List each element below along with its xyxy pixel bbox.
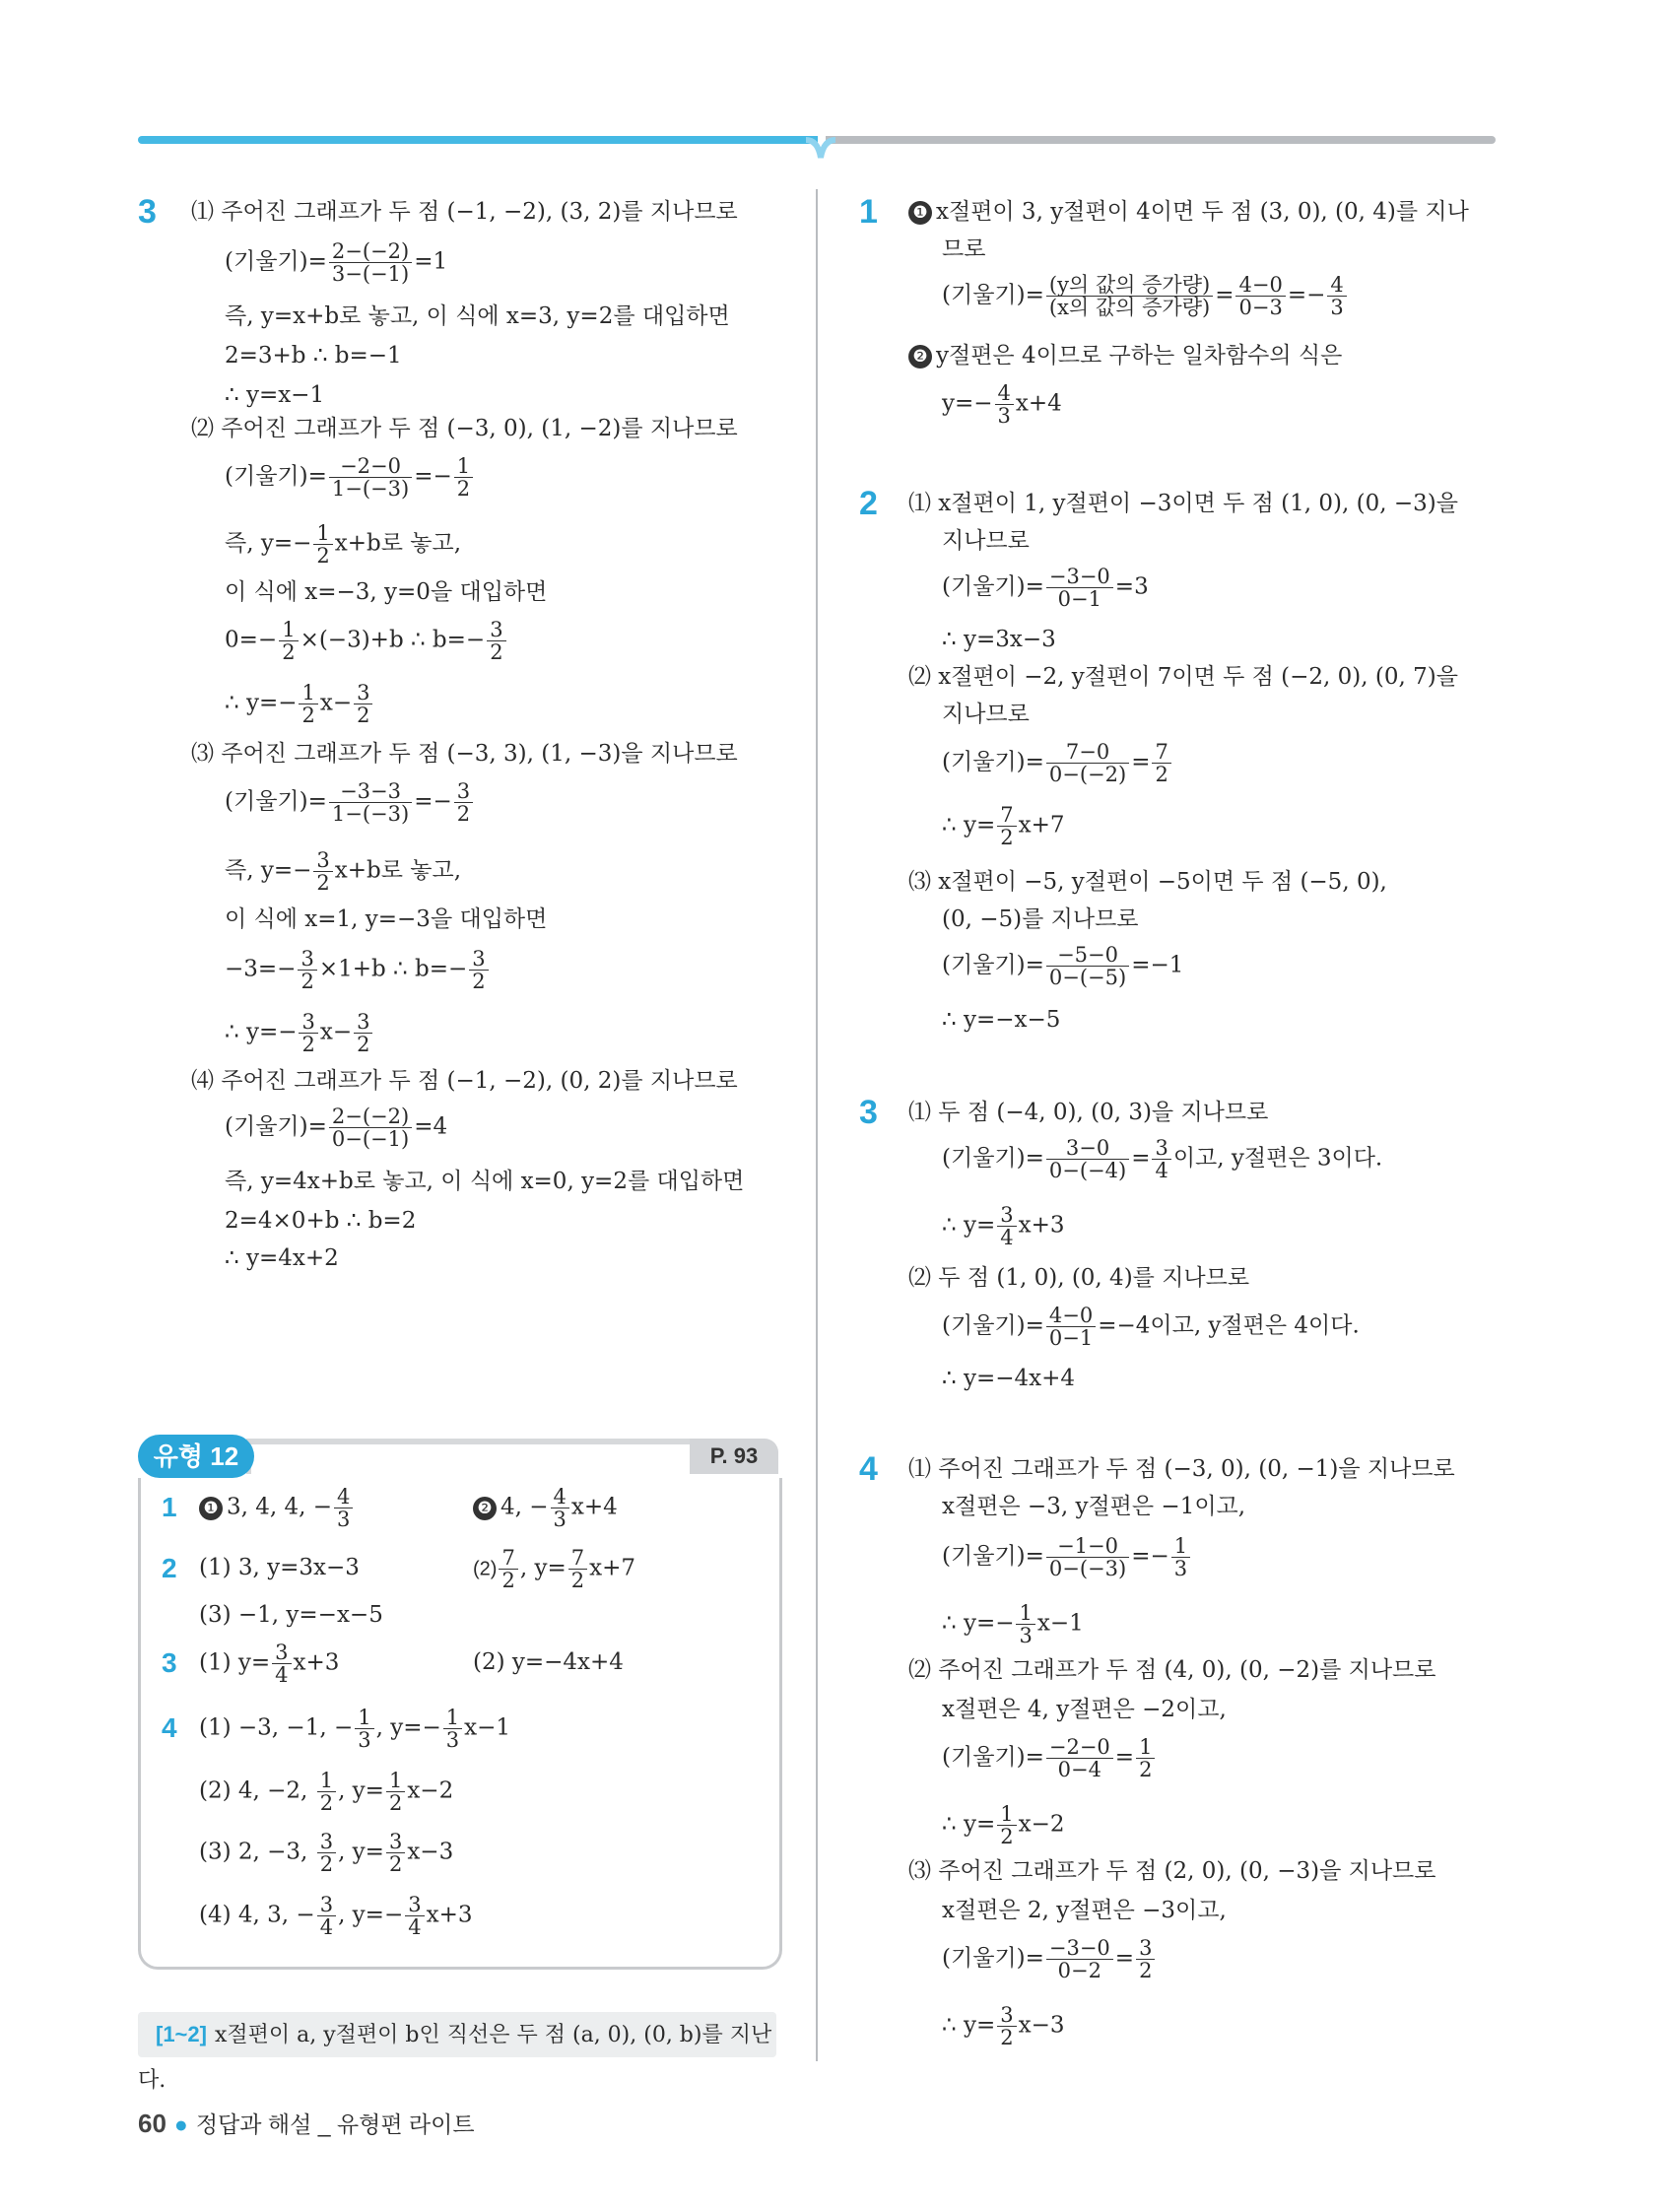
text-line: ⑵ 주어진 그래프가 두 점 (4, 0), (0, −2)를 지나므로 xyxy=(908,1657,1436,1683)
footer-title: 정답과 해설 _ 유형편 라이트 xyxy=(195,2111,475,2137)
page-footer xyxy=(138,2107,475,2139)
problem-number: 3 xyxy=(859,1094,878,1131)
formula-line: ∴ y= $\frac{3}{4}$ x+3 xyxy=(942,1203,1065,1249)
answer-line: (3) 2, −3, $\frac{3}{2}$ , y= $\frac{3}{2}$ x−3 xyxy=(199,1830,454,1876)
answer-line: (2) y=−4x+4 xyxy=(473,1649,624,1675)
text-line: ❶ x절편이 3, y절편이 4이면 두 점 (3, 0), (0, 4)를 지나 xyxy=(908,197,1469,227)
answer-number: 3 xyxy=(162,1647,177,1678)
formula-line: (기울기)= $\frac{\text{(y의 값의 증가량)}}{\text{(x의 값의 증가량)}}$ = $\frac{4-0}{0-3}$ =− $\frac{4}{3}$ xyxy=(942,274,1349,318)
header-notch xyxy=(806,136,835,166)
answer-line: (1) y= $\frac{3}{4}$ x+3 xyxy=(199,1641,340,1687)
formula-line: ∴ y=− $\frac{1}{2}$ x− $\frac{3}{2}$ xyxy=(225,682,374,726)
text-line: 2=3+b ∴ b=−1 xyxy=(225,343,402,369)
text-line: 이 식에 x=−3, y=0을 대입하면 xyxy=(225,579,548,605)
hint-text: x절편이 a, y절편이 b인 직선은 두 점 (a, 0), (0, b)를 지난다. xyxy=(138,2023,772,2093)
text-line: x절편은 2, y절편은 −3이고, xyxy=(942,1898,1227,1923)
problem-number: 4 xyxy=(859,1450,878,1488)
formula-line: (기울기)= $\frac{4-0}{0-1}$ =−4이고, y절편은 4이다. xyxy=(942,1304,1360,1350)
text-line: ⑶ x절편이 −5, y절편이 −5이면 두 점 (−5, 0), xyxy=(908,869,1387,895)
text-line: ∴ y=4x+2 xyxy=(225,1245,339,1271)
formula-line: (기울기)= $\frac{-5-0}{0-(-5)}$ =−1 xyxy=(942,943,1184,989)
text-line: 2=4×0+b ∴ b=2 xyxy=(225,1208,417,1234)
text-line: x절편은 −3, y절편은 −1이고, xyxy=(942,1494,1246,1519)
text-line: ∴ y=−x−5 xyxy=(942,1007,1061,1033)
answer-line: ❶ 3, 4, 4, − $\frac{4}{3}$ xyxy=(199,1486,355,1530)
answer-line: (1) 3, y=3x−3 xyxy=(199,1555,360,1580)
text-line: ❷ y절편은 4이므로 구하는 일차함수의 식은 xyxy=(908,341,1342,370)
text-line: 이 식에 x=1, y=−3을 대입하면 xyxy=(225,906,548,932)
text-line: ⑴ 두 점 (−4, 0), (0, 3)을 지나므로 xyxy=(908,1100,1269,1125)
text-line: (0, −5)를 지나므로 xyxy=(942,906,1139,932)
answer-line: (4) 4, 3, − $\frac{3}{4}$ , y=− $\frac{3}{4}$ x+3 xyxy=(199,1893,473,1939)
formula-line: ∴ y= $\frac{7}{2}$ x+7 xyxy=(942,803,1065,849)
formula-line: 즉, y=− $\frac{3}{2}$ x+b로 놓고, xyxy=(225,848,462,895)
text-line: ⑴ x절편이 1, y절편이 −3이면 두 점 (1, 0), (0, −3)을 xyxy=(908,491,1458,516)
formula-line: (기울기)= $\frac{2-(-2)}{3-(-1)}$ =1 xyxy=(225,239,448,286)
text-line: ∴ y=x−1 xyxy=(225,382,325,408)
answer-number: 1 xyxy=(162,1492,177,1522)
fraction: $\frac{2-(-2)}{3-(-1)}$ xyxy=(329,240,412,285)
formula-line: (기울기)= $\frac{-1-0}{0-(-3)}$ =− $\frac{1}{3}$ xyxy=(942,1535,1192,1579)
formula-line: (기울기)= $\frac{-3-3}{1-(-3)}$ =− $\frac{3}{2}$ xyxy=(225,780,475,825)
answer-line: (2) $\frac{7}{2}$ , y= $\frac{7}{2}$ x+7 xyxy=(473,1546,635,1592)
answer-line: (2) 4, −2, $\frac{1}{2}$ , y= $\frac{1}{2}$ x−2 xyxy=(199,1769,454,1815)
circled-one: ❶ xyxy=(199,1497,223,1520)
header-bar-right xyxy=(826,136,1496,144)
text-line: ⑴ 주어진 그래프가 두 점 (−1, −2), (3, 2)를 지나므로 xyxy=(191,199,738,225)
problem-number: 1 xyxy=(859,193,878,231)
page-number: 60 xyxy=(138,2109,167,2138)
formula-line: ∴ y=− $\frac{1}{3}$ x−1 xyxy=(942,1601,1084,1647)
formula-line: ∴ y=− $\frac{3}{2}$ x− $\frac{3}{2}$ xyxy=(225,1011,374,1055)
hint-tag: [1~2] xyxy=(156,2022,207,2046)
formula-line: ∴ y= $\frac{3}{2}$ x−3 xyxy=(942,2003,1065,2049)
formula-line: (기울기)= $\frac{3-0}{0-(-4)}$ = $\frac{3}{4}$ 이고, y절편은 3이다. xyxy=(942,1136,1383,1182)
answer-line: (3) −1, y=−x−5 xyxy=(199,1602,383,1628)
answer-number: 2 xyxy=(162,1553,177,1583)
circled-two: ❷ xyxy=(473,1497,497,1520)
text-line: ⑷ 주어진 그래프가 두 점 (−1, −2), (0, 2)를 지나므로 xyxy=(191,1068,738,1094)
text-line: 즉, y=4x+b로 놓고, 이 식에 x=0, y=2를 대입하면 xyxy=(225,1169,745,1194)
formula-line: ∴ y= $\frac{1}{2}$ x−2 xyxy=(942,1802,1065,1848)
formula-line: (기울기)= $\frac{2-(-2)}{0-(-1)}$ =4 xyxy=(225,1105,448,1151)
page-reference: P. 93 xyxy=(690,1439,778,1474)
formula-line: −3=− $\frac{3}{2}$ ×1+b ∴ b=− $\frac{3}{2}$ xyxy=(225,948,491,992)
text-line: 즉, y=x+b로 놓고, 이 식에 x=3, y=2를 대입하면 xyxy=(225,303,730,329)
answer-number: 4 xyxy=(162,1712,177,1743)
formula-line: (기울기)= $\frac{-3-0}{0-2}$ = $\frac{3}{2}$ xyxy=(942,1937,1157,1981)
text-line: ⑵ 주어진 그래프가 두 점 (−3, 0), (1, −2)를 지나므로 xyxy=(191,416,738,441)
formula-line: (기울기)= $\frac{-3-0}{0-1}$ =3 xyxy=(942,565,1149,611)
text-line: ∴ y=3x−3 xyxy=(942,627,1056,652)
formula-line: 즉, y=− $\frac{1}{2}$ x+b로 놓고, xyxy=(225,521,462,568)
text-line: 므로 xyxy=(942,236,986,262)
text-line: ⑵ 두 점 (1, 0), (0, 4)를 지나므로 xyxy=(908,1265,1250,1291)
section-badge: 유형 12 xyxy=(138,1435,254,1478)
column-divider xyxy=(816,189,818,2061)
formula-line: (기울기)= $\frac{7-0}{0-(-2)}$ = $\frac{7}{2}$ xyxy=(942,741,1173,785)
formula-line: (기울기)= $\frac{-2-0}{0-4}$ = $\frac{1}{2}$ xyxy=(942,1736,1157,1780)
text-line: ⑶ 주어진 그래프가 두 점 (−3, 3), (1, −3)을 지나므로 xyxy=(191,741,738,767)
text-line: ⑵ x절편이 −2, y절편이 7이면 두 점 (−2, 0), (0, 7)을 xyxy=(908,664,1458,690)
slope-label: (기울기)= xyxy=(225,248,327,275)
text-line: ∴ y=−4x+4 xyxy=(942,1366,1075,1391)
bullet-icon: ● xyxy=(173,2111,188,2137)
problem-number: 2 xyxy=(859,485,878,522)
header-bar-left xyxy=(138,136,818,144)
text-line: ⑶ 주어진 그래프가 두 점 (2, 0), (0, −3)을 지나므로 xyxy=(908,1858,1436,1884)
formula-line: 0=− $\frac{1}{2}$ ×(−3)+b ∴ b=− $\frac{3}{2}$ xyxy=(225,619,508,663)
hint-box xyxy=(138,2012,776,2093)
text-line: x절편은 4, y절편은 −2이고, xyxy=(942,1697,1227,1722)
text-line: 지나므로 xyxy=(942,528,1030,554)
answer-line: ❷ 4, − $\frac{4}{3}$ x+4 xyxy=(473,1486,618,1530)
answer-line: (1) −3, −1, − $\frac{1}{3}$ , y=− $\frac{1}{3}$ x−1 xyxy=(199,1706,511,1752)
text-line: 지나므로 xyxy=(942,702,1030,727)
text-line: ⑴ 주어진 그래프가 두 점 (−3, 0), (0, −1)을 지나므로 xyxy=(908,1456,1455,1482)
problem-number: 3 xyxy=(138,193,157,231)
formula-line: (기울기)= $\frac{-2-0}{1-(-3)}$ =− $\frac{1}{2}$ xyxy=(225,455,475,500)
formula-line: y=− $\frac{4}{3}$ x+4 xyxy=(942,381,1062,428)
